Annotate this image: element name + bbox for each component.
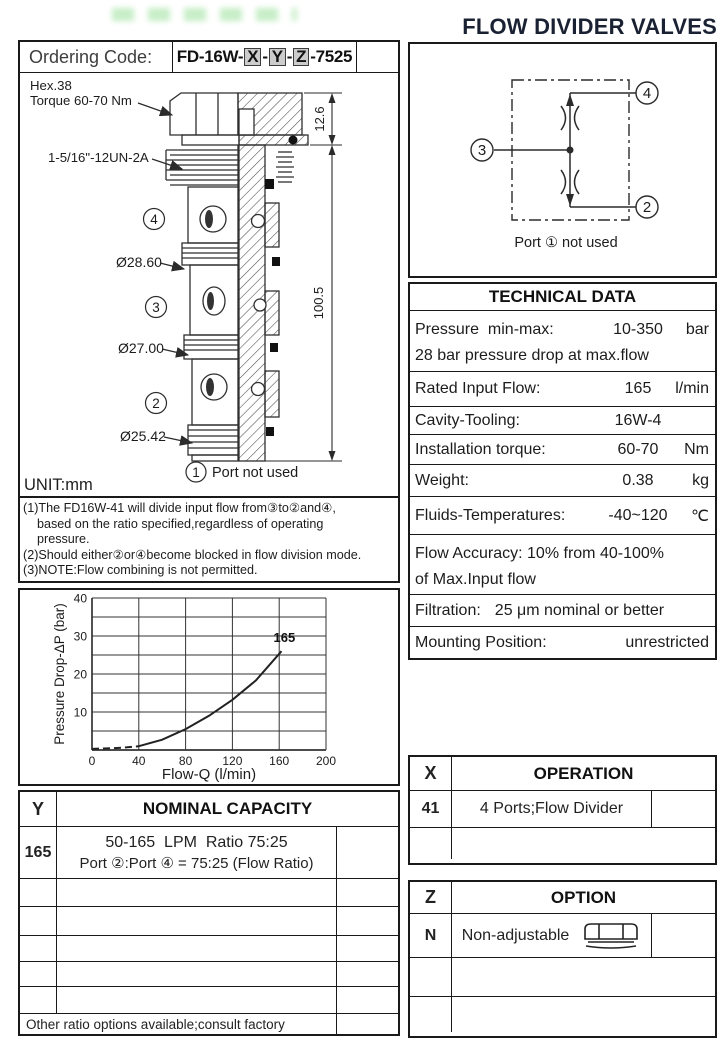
capacity-line2: Port ②:Port ④ = 75:25 (Flow Ratio) <box>79 854 314 872</box>
y-tick-label: 30 <box>73 629 87 644</box>
capacity-footer: Other ratio options available;consult factory <box>26 1016 285 1032</box>
valve-section-drawing <box>20 73 398 494</box>
operation-title: OPERATION <box>533 763 634 783</box>
ordering-code-value <box>172 42 357 72</box>
tech-row-fluids <box>410 496 715 534</box>
port1-note: Port not used <box>212 465 299 481</box>
operation-code: 41 <box>410 791 452 827</box>
tech-unit: bar <box>685 321 709 338</box>
option-empty-cell <box>651 914 715 957</box>
tech-row-flow <box>410 371 715 406</box>
page-title: FLOW DIVIDER VALVES <box>462 14 717 39</box>
port1-number: 1 <box>192 465 200 480</box>
dim-overall-label: 100.5 <box>311 286 326 320</box>
tech-label: Filtration: <box>415 601 481 619</box>
tech-row-torque <box>410 434 715 464</box>
operation-header-row <box>410 757 715 790</box>
x-tick-label: 0 <box>88 754 96 768</box>
tech-row-mounting <box>410 626 715 659</box>
tech-value: 60-70 <box>617 440 659 458</box>
ordering-sep1: - <box>262 47 268 66</box>
capacity-empty-cell <box>336 827 398 878</box>
technical-data-table <box>408 282 717 660</box>
note-line: (1)The FD16W-41 will divide input flow from③to②and④, <box>23 501 336 515</box>
option-header-row <box>410 882 715 913</box>
capacity-footer-empty-cell <box>336 1014 398 1034</box>
tech-label: Cavity-Tooling: <box>415 411 520 429</box>
tech-row-filtration <box>410 594 715 626</box>
tech-row-accuracy <box>410 534 715 594</box>
y-tick-label: 20 <box>73 667 87 682</box>
tech-label: Fluids-Temperatures: <box>415 506 566 524</box>
port3-number: 3 <box>152 300 160 315</box>
port4-number: 4 <box>150 212 158 227</box>
tech-label: Weight: <box>415 471 469 489</box>
tech-value: unrestricted <box>625 634 709 651</box>
capacity-empty-row <box>20 935 398 961</box>
capacity-empty-row <box>20 906 398 935</box>
nominal-capacity-table <box>18 790 400 1036</box>
thread-lines <box>166 145 238 187</box>
option-table <box>408 880 717 1038</box>
chart-ylabel: Pressure Drop-ΔP (bar) <box>52 603 67 745</box>
series-pressure-drop <box>139 651 282 746</box>
callouts <box>30 78 166 444</box>
arrow-up <box>566 94 574 106</box>
tech-unit: Nm <box>684 440 709 458</box>
dia1-label: Ø28.60 <box>116 254 162 270</box>
schematic-port2: 2 <box>642 199 652 216</box>
flow-lines <box>494 93 636 207</box>
y-tick-label: 40 <box>73 591 87 606</box>
capacity-empty-row <box>20 986 398 1013</box>
hydraulic-schematic <box>410 44 715 276</box>
capacity-title: NOMINAL CAPACITY <box>142 799 313 818</box>
ordering-y-box: Y <box>269 48 286 66</box>
ordering-code-label: Ordering Code: <box>29 46 153 67</box>
x-tick-label: 40 <box>132 754 146 768</box>
stud-thread-lines <box>276 152 294 182</box>
tech-label: Flow Accuracy: 10% from 40-100% <box>415 545 664 562</box>
operation-empty-cell <box>651 791 715 827</box>
ordering-z-box: Z <box>293 48 309 66</box>
tech-value: 16W-4 <box>614 411 662 429</box>
x-tick-label: 200 <box>315 754 337 768</box>
pressure-drop-chart <box>20 590 398 784</box>
option-empty-row <box>410 996 715 1032</box>
tech-label: Installation torque: <box>415 440 546 458</box>
tech-line2: 28 bar pressure drop at max.flow <box>415 347 649 364</box>
tech-unit: ℃ <box>691 507 709 525</box>
hydraulic-schematic-box <box>408 42 717 278</box>
dim-stud-label: 12.6 <box>312 106 327 132</box>
tech-value: -40~120 <box>608 506 668 524</box>
hex-callout-line2: Torque 60-70 Nm <box>30 93 132 108</box>
tech-row-pressure <box>410 311 715 371</box>
tech-value: 25 μm nominal or better <box>494 601 665 619</box>
hex-callout-line1: Hex.38 <box>30 78 72 93</box>
note-line: pressure. <box>37 532 90 546</box>
notes-box <box>18 498 400 583</box>
capacity-header-row <box>20 792 398 826</box>
capacity-code: 165 <box>20 827 57 878</box>
capacity-line1: 50-165 LPM Ratio 75:25 <box>105 833 288 851</box>
curve-end-label: 165 <box>273 630 296 646</box>
operation-empty-row <box>410 827 715 859</box>
tech-value: 165 <box>624 380 652 397</box>
capacity-footer-row <box>20 1013 398 1034</box>
option-code: N <box>410 914 452 957</box>
tech-unit: kg <box>692 471 709 489</box>
capacity-empty-row <box>20 878 398 906</box>
tech-label: Mounting Position: <box>415 634 547 651</box>
ordering-x-box: X <box>244 48 261 66</box>
thread-callout: 1-5/16"-12UN-2A <box>48 150 149 165</box>
unit-label: UNIT:mm <box>24 476 93 494</box>
valve-body <box>166 93 308 461</box>
capacity-desc <box>57 827 336 878</box>
ordering-prefix: FD-16W- <box>176 47 244 66</box>
series-pressure-drop-low-flow <box>92 746 139 749</box>
arrow-down <box>566 194 574 206</box>
hex-plug-icon <box>581 921 641 951</box>
x-tick-label: 160 <box>269 754 290 768</box>
option-desc: Non-adjustable <box>461 926 570 944</box>
tech-label: Rated Input Flow: <box>415 380 541 397</box>
schematic-port3: 3 <box>477 142 487 159</box>
tech-unit: l/min <box>675 380 709 397</box>
pressure-drop-chart-box <box>18 588 400 786</box>
dia2-label: Ø27.00 <box>118 340 164 356</box>
option-desc-cell <box>452 914 651 957</box>
option-data-row <box>410 913 715 957</box>
tech-value: 10-350 <box>613 321 663 338</box>
green-watermark <box>112 8 297 21</box>
ordering-drawing-box <box>18 40 400 498</box>
operation-data-row <box>410 790 715 827</box>
schematic-note: Port ① not used <box>514 235 618 251</box>
note-line: based on the ratio specified,regardless of operating <box>37 516 324 531</box>
operation-desc: 4 Ports;Flow Divider <box>479 800 624 817</box>
junction-dot <box>567 147 574 154</box>
technical-data-title: TECHNICAL DATA <box>410 284 715 311</box>
tech-line2: of Max.Input flow <box>415 571 536 588</box>
ordering-suffix: -7525 <box>310 47 353 66</box>
y-tick-label: 10 <box>73 705 87 720</box>
note-line: (3)NOTE:Flow combining is not permitted. <box>23 563 258 577</box>
tech-value: 0.38 <box>622 471 654 489</box>
chart-xlabel: Flow-Q (l/min) <box>161 766 257 783</box>
tech-row-weight <box>410 464 715 496</box>
capacity-data-row <box>20 826 398 878</box>
ordering-code-row <box>20 42 398 73</box>
port2-number: 2 <box>152 396 160 411</box>
schematic-port4: 4 <box>642 85 652 102</box>
option-code-header: Z <box>410 882 452 913</box>
note-line: (2)Should either②or④become blocked in flow division mode. <box>23 547 362 562</box>
tech-row-cavity <box>410 406 715 434</box>
option-empty-row <box>410 957 715 996</box>
tech-label: Pressure min-max: <box>415 321 554 338</box>
capacity-code-header: Y <box>20 792 57 826</box>
operation-code-header: X <box>410 757 452 790</box>
ordering-sep2: - <box>286 47 293 66</box>
x-tick-label: 120 <box>222 754 243 768</box>
option-title: OPTION <box>550 887 617 907</box>
dia3-label: Ø25.42 <box>120 428 166 444</box>
operation-table <box>408 755 717 865</box>
x-tick-label: 80 <box>178 754 193 768</box>
capacity-empty-row <box>20 961 398 986</box>
